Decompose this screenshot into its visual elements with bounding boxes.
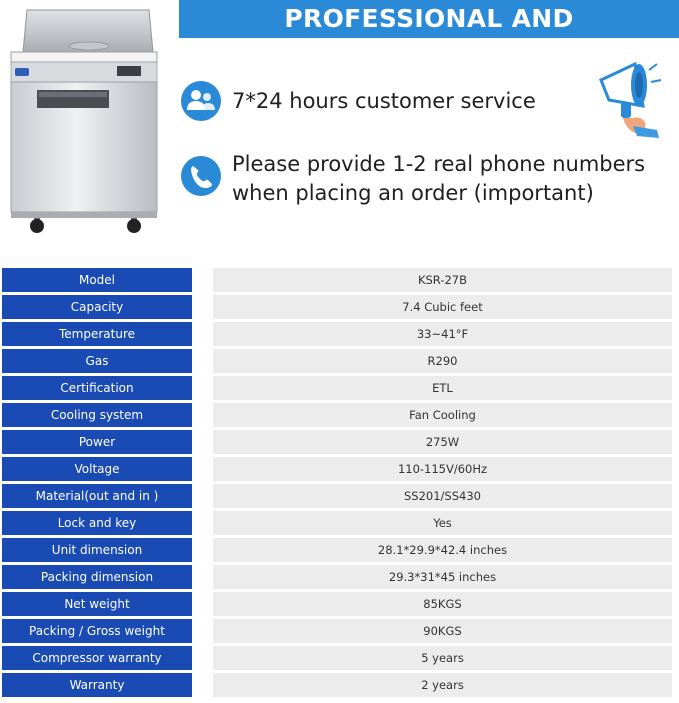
spec-row xyxy=(0,565,679,592)
spec-label: Model xyxy=(2,268,192,292)
spec-label: Compressor warranty xyxy=(2,646,192,670)
spec-row xyxy=(0,403,679,430)
spec-row xyxy=(0,268,679,295)
phone-icon xyxy=(180,155,222,197)
spec-row xyxy=(0,592,679,619)
spec-label: Power xyxy=(2,430,192,454)
spec-row xyxy=(0,322,679,349)
spec-label: Voltage xyxy=(2,457,192,481)
spec-row xyxy=(0,457,679,484)
spec-label: Packing dimension xyxy=(2,565,192,589)
spec-row xyxy=(0,538,679,565)
spec-row xyxy=(0,430,679,457)
spec-value: Yes xyxy=(213,511,672,535)
spec-row xyxy=(0,349,679,376)
spec-row xyxy=(0,511,679,538)
spec-label: Temperature xyxy=(2,322,192,346)
spec-value: SS201/SS430 xyxy=(213,484,672,508)
spec-label: Packing / Gross weight xyxy=(2,619,192,643)
spec-label: Material(out and in ) xyxy=(2,484,192,508)
spec-value: 33~41°F xyxy=(213,322,672,346)
megaphone-icon xyxy=(597,60,665,140)
spec-row xyxy=(0,376,679,403)
spec-value: 90KGS xyxy=(213,619,672,643)
spec-value: 5 years xyxy=(213,646,672,670)
service-hours-text: 7*24 hours customer service xyxy=(232,89,536,113)
spec-value: 2 years xyxy=(213,673,672,697)
spec-label: Unit dimension xyxy=(2,538,192,562)
spec-row xyxy=(0,619,679,646)
phone-request-text: Please provide 1-2 real phone numbers when placing an order (important) xyxy=(232,152,646,205)
spec-row xyxy=(0,295,679,322)
spec-value: 7.4 Cubic feet xyxy=(213,295,672,319)
spec-value: 29.3*31*45 inches xyxy=(213,565,672,589)
spec-row xyxy=(0,646,679,673)
spec-value: 275W xyxy=(213,430,672,454)
spec-value: R290 xyxy=(213,349,672,373)
spec-label: Certification xyxy=(2,376,192,400)
spec-value: KSR-27B xyxy=(213,268,672,292)
spec-table xyxy=(0,268,679,700)
spec-label: Cooling system xyxy=(2,403,192,427)
spec-row xyxy=(0,673,679,700)
spec-label: Capacity xyxy=(2,295,192,319)
spec-value: 28.1*29.9*42.4 inches xyxy=(213,538,672,562)
spec-label: Warranty xyxy=(2,673,192,697)
refrigerator-image xyxy=(9,8,159,234)
spec-value: ETL xyxy=(213,376,672,400)
spec-row xyxy=(0,484,679,511)
spec-label: Net weight xyxy=(2,592,192,616)
spec-label: Gas xyxy=(2,349,192,373)
page-title: PROFESSIONAL AND TRUSTWORTHY xyxy=(179,0,679,38)
spec-value: 85KGS xyxy=(213,592,672,616)
spec-value: Fan Cooling xyxy=(213,403,672,427)
customer-service-icon xyxy=(180,80,222,122)
spec-value: 110-115V/60Hz xyxy=(213,457,672,481)
spec-label: Lock and key xyxy=(2,511,192,535)
